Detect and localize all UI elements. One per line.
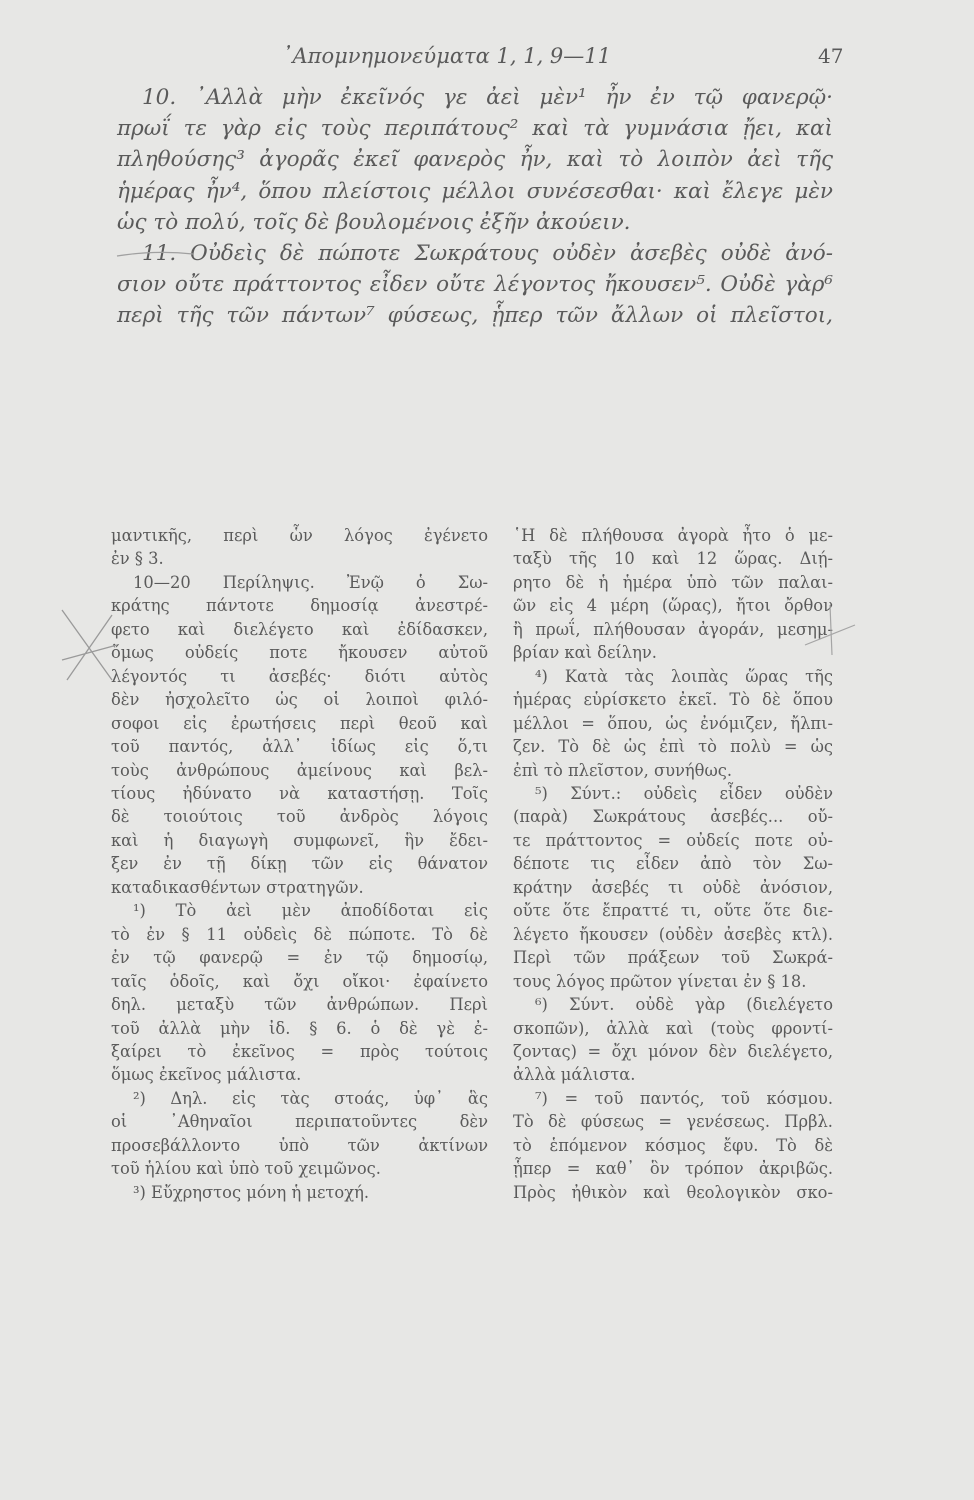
note-line: ζοντας) = ὄχι μόνον δὲν διελέγετο, (513, 1041, 833, 1061)
commentary-right-column (513, 524, 833, 1204)
note-line: ταῖς ὁδοῖς, καὶ ὄχι οἴκοι· ἐφαίνετο (111, 971, 488, 991)
pencil-underline (115, 250, 195, 260)
note-line: ἐπὶ τὸ πλεῖστον, συνήθως. (513, 760, 733, 780)
note-line: σοφοι εἰς ἐρωτήσεις περὶ θεοῦ καὶ (111, 713, 488, 733)
note-line: ρητο δὲ ἡ ἡμέρα ὑπὸ τῶν παλαι- (513, 572, 833, 592)
note-line: καὶ ἡ διαγωγὴ συμφωνεῖ, ἣν ἔδει- (111, 830, 488, 850)
note-line: ἐν τῷ φανερῷ = ἐν τῷ δημοσίῳ, (111, 948, 488, 968)
note-line: ταξὺ τῆς 10 καὶ 12 ὥρας. Διῄ- (513, 549, 833, 569)
main-greek-text (117, 82, 833, 332)
note-line: ¹) Τὸ ἀεὶ μὲν ἀποδίδοται εἰς (133, 901, 488, 921)
note-line: ῾Η δὲ πλήθουσα ἀγορὰ ἦτο ὁ με- (513, 526, 833, 545)
pencil-x-mark (42, 600, 132, 690)
page-number: 47 (818, 44, 844, 68)
note-line: Τὸ δὲ φύσεως = γενέσεως. Πρβλ. (513, 1112, 833, 1132)
text-line: περὶ τῆς τῶν πάντων⁷ φύσεως, ᾗπερ τῶν ἄλλων οἱ πλεῖστοι, (117, 303, 833, 329)
note-line: προσεβάλλοντο ὑπὸ τῶν ἀκτίνων (111, 1135, 488, 1155)
text-line: ὡς τὸ πολύ, τοῖς δὲ βουλομένοις ἐξῆν ἀκούειν. (117, 209, 631, 235)
note-line: μαντικῆς, περὶ ὧν λόγος ἐγένετο (111, 526, 488, 545)
note-line: ἀλλὰ μάλιστα. (513, 1065, 636, 1085)
text-line: ἡμέρας ἦν⁴, ὅπου πλείστοις μέλλοι συνέσεσθαι· καὶ ἔλεγε μὲν (117, 178, 833, 204)
running-title: ᾿Απομνημονεύματα 1, 1, 9—11 (282, 44, 612, 68)
note-line: ᾗπερ = καθ᾿ ὃν τρόπον ἀκριβῶς. (513, 1159, 833, 1179)
note-line: οὔτε ὅτε ἔπραττέ τι, οὔτε ὅτε διε- (513, 901, 833, 921)
note-line: Περὶ τῶν πράξεων τοῦ Σωκρά- (513, 948, 833, 968)
note-line: τε πράττοντος = οὐδείς ποτε οὐ- (513, 830, 833, 850)
note-line: (παρὰ) Σωκράτους ἀσεβές... οὔ- (513, 807, 833, 827)
note-line: ἢ πρωΐ, πλήθουσαν ἀγοράν, μεσημ- (513, 619, 833, 639)
note-line: σκοπῶν), ἀλλὰ καὶ (τοὺς φροντί- (513, 1018, 833, 1038)
note-line: ξαίρει τὸ ἐκεῖνος = πρὸς τούτοις (111, 1041, 488, 1061)
note-line: βρίαν καὶ δείλην. (513, 643, 657, 663)
note-line: τους λόγος πρῶτον γίνεται ἐν § 18. (513, 971, 807, 991)
text-line: σιον οὔτε πράττοντος εἶδεν οὔτε λέγοντος ἤκουσεν⁵. Οὐδὲ γὰρ⁶ (117, 272, 833, 298)
note-line: ⁵) Σύντ.: οὐδεὶς εἶδεν οὐδὲν (535, 783, 833, 803)
text-line: πληθούσης³ ἀγορᾶς ἐκεῖ φανερὸς ἦν, καὶ τὸ λοιπὸν ἀεὶ τῆς (117, 147, 833, 173)
note-line: 10—20 Περίληψις. Ἐνῷ ὁ Σω- (133, 572, 488, 592)
note-line: μέλλοι = ὅπου, ὡς ἐνόμιζεν, ἤλπι- (513, 713, 833, 733)
note-line: ⁶) Σύντ. οὐδὲ γὰρ (διελέγετο (535, 995, 833, 1015)
text-line: 11. Οὐδεὶς δὲ πώποτε Σωκράτους οὐδὲν ἀσεβὲς οὐδὲ ἀνό- (142, 241, 833, 267)
note-line: ὅμως ἐκεῖνος μάλιστα. (111, 1065, 302, 1085)
note-line: ῶν εἰς 4 μέρη (ὥρας), ἤτοι ὄρθον (513, 596, 833, 616)
note-line: ἐν § 3. (111, 549, 164, 569)
note-line: τοὺς ἀνθρώπους ἀμείνους καὶ βελ- (111, 760, 488, 780)
note-line: οἱ ᾿Αθηναῖοι περιπατοῦντες δὲν (111, 1112, 488, 1132)
note-line: δέποτε τις εἶδεν ἀπὸ τὸν Σω- (513, 854, 833, 874)
note-line: ⁷) = τοῦ παντός, τοῦ κόσμου. (535, 1088, 833, 1108)
note-line: λέγετο ἤκουσεν (οὐδὲν ἀσεβὲς κτλ). (513, 924, 833, 944)
note-line: καταδικασθέντων στρατηγῶν. (111, 877, 364, 897)
note-line: τίους ἠδύνατο νὰ καταστήσῃ. Τοῖς (111, 783, 488, 803)
note-line: ξεν ἐν τῇ δίκῃ τῶν εἰς θάνατον (111, 854, 488, 874)
note-line: ⁴) Κατὰ τὰς λοιπὰς ὥρας τῆς (535, 666, 833, 686)
note-line: τὸ ἑπόμενον κόσμος ἔφυ. Τὸ δὲ (513, 1135, 833, 1155)
note-line: ³) Εὔχρηστος μόνη ἡ μετοχή. (133, 1182, 370, 1202)
note-line: ὅμως οὐδείς ποτε ἤκουσεν αὐτοῦ (111, 643, 488, 663)
note-line: λέγοντός τι ἀσεβές· διότι αὐτὸς (111, 666, 488, 686)
note-line: ἡμέρας εὑρίσκετο ἐκεῖ. Τὸ δὲ ὅπου (513, 690, 833, 710)
note-line: τοῦ ἀλλὰ μὴν ἰδ. § 6. ὁ δὲ γὲ ἐ- (111, 1018, 488, 1038)
note-line: κράτην ἀσεβές τι οὐδὲ ἀνόσιον, (513, 877, 833, 897)
note-line: φετο καὶ διελέγετο καὶ ἐδίδασκεν, (111, 619, 488, 639)
note-line: δηλ. μεταξὺ τῶν ἀνθρώπων. Περὶ (111, 995, 488, 1015)
note-line: ζεν. Τὸ δὲ ὡς ἐπὶ τὸ πολὺ = ὡς (513, 737, 833, 757)
text-line: πρωΐ τε γὰρ εἰς τοὺς περιπάτους² καὶ τὰ γυμνάσια ᾔει, καὶ (117, 116, 833, 142)
running-header (0, 44, 974, 74)
note-line: τοῦ ἡλίου καὶ ὑπὸ τοῦ χειμῶνος. (111, 1159, 381, 1179)
pencil-cross-mark (800, 600, 860, 660)
note-line: ²) Δηλ. εἰς τὰς στοάς, ὑφ᾿ ἃς (133, 1088, 488, 1108)
note-line: τὸ ἐν § 11 οὐδεὶς δὲ πώποτε. Τὸ δὲ (111, 924, 488, 944)
note-line: κράτης πάντοτε δημοσίᾳ ἀνεστρέ- (111, 596, 488, 616)
note-line: Πρὸς ἠθικὸν καὶ θεολογικὸν σκο- (513, 1182, 833, 1202)
note-line: δὲ τοιούτοις τοῦ ἀνδρὸς λόγοις (111, 807, 488, 827)
note-line: δὲν ἠσχολεῖτο ὡς οἱ λοιποὶ φιλό- (111, 690, 488, 710)
note-line: τοῦ παντός, ἀλλ᾿ ἰδίως εἰς ὅ,τι (111, 737, 488, 757)
text-line: 10. ᾿Αλλὰ μὴν ἐκεῖνός γε ἀεὶ μὲν¹ ἦν ἐν τῷ φανερῷ· (142, 85, 833, 110)
commentary-left-column (111, 524, 488, 1204)
